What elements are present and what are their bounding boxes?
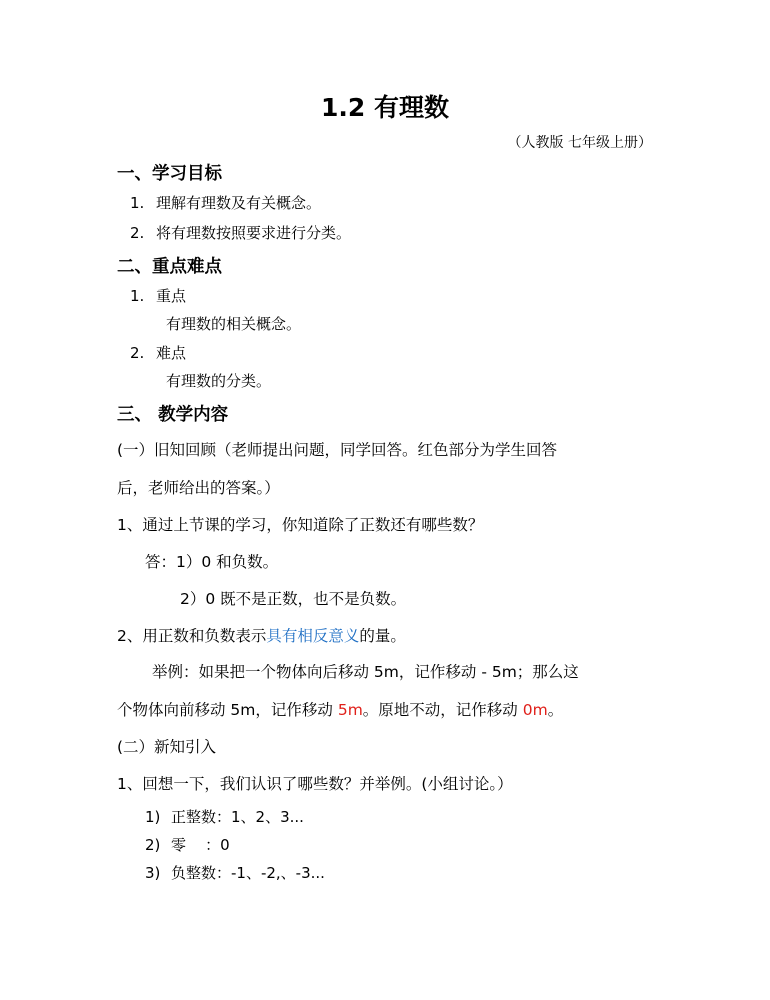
example: 举例：如果把一个物体向后移动 5m，记作移动 - 5m；那么这: [152, 663, 579, 681]
list-text: 负整数：-1、-2,、-3...: [171, 864, 325, 882]
example: [117, 698, 563, 720]
list-number: 1): [145, 808, 161, 826]
question-text: 的量。: [359, 627, 406, 645]
paragraph: (一）旧知回顾（老师提出问题，同学回答。红色部分为学生回答: [117, 441, 558, 459]
paragraph: 后，老师给出的答案。）: [117, 479, 280, 497]
list-item: [130, 192, 321, 213]
list-text: 将有理数按照要求进行分类。: [156, 224, 352, 242]
highlight-text: 具有相反意义: [266, 627, 360, 645]
list-item: [130, 285, 186, 306]
section-heading-keypoints: 二、重点难点: [117, 257, 222, 277]
list-item: [130, 222, 351, 243]
list-text: 正整数：1、2、3...: [171, 808, 304, 826]
answer: 答：1）0 和负数。: [145, 553, 279, 571]
list-item: [145, 834, 230, 855]
question: [117, 624, 406, 646]
list-number: 1.: [130, 194, 145, 212]
subsection-heading: (二）新知引入: [117, 738, 217, 756]
answer: 2）0 既不是正数，也不是负数。: [180, 590, 407, 608]
list-item: [145, 806, 304, 827]
question: 1、通过上节课的学习，你知道除了正数还有哪些数？: [117, 516, 484, 534]
page-title: 1.2 有理数: [321, 93, 449, 122]
example-text: 。原地不动，记作移动: [362, 701, 523, 719]
answer-highlight: 5m: [337, 701, 363, 719]
question: 1、回想一下，我们认识了哪些数？并举例。(小组讨论。）: [117, 775, 513, 793]
answer-highlight: 0m: [522, 701, 548, 719]
list-text: 重点: [156, 287, 187, 305]
list-number: 1.: [130, 287, 145, 305]
list-number: 3): [145, 864, 161, 882]
list-item: [145, 862, 325, 883]
list-number: 2): [145, 836, 161, 854]
list-item: [130, 342, 186, 363]
example-text: 个物体向前移动 5m，记作移动: [117, 701, 338, 719]
list-detail: 有理数的分类。: [166, 372, 272, 390]
list-text: 难点: [156, 344, 187, 362]
list-detail: 有理数的相关概念。: [166, 315, 302, 333]
section-heading-content: 三、 教学内容: [117, 405, 229, 425]
edition-note: （人教版 七年级上册）: [507, 135, 652, 151]
list-text: 理解有理数及有关概念。: [156, 194, 322, 212]
question-text: 2、用正数和负数表示: [117, 627, 267, 645]
example-text: 。: [547, 701, 564, 719]
list-number: 2.: [130, 344, 145, 362]
list-text: 零 ：0: [171, 836, 230, 854]
section-heading-goals: 一、学习目标: [117, 164, 222, 184]
list-number: 2.: [130, 224, 145, 242]
